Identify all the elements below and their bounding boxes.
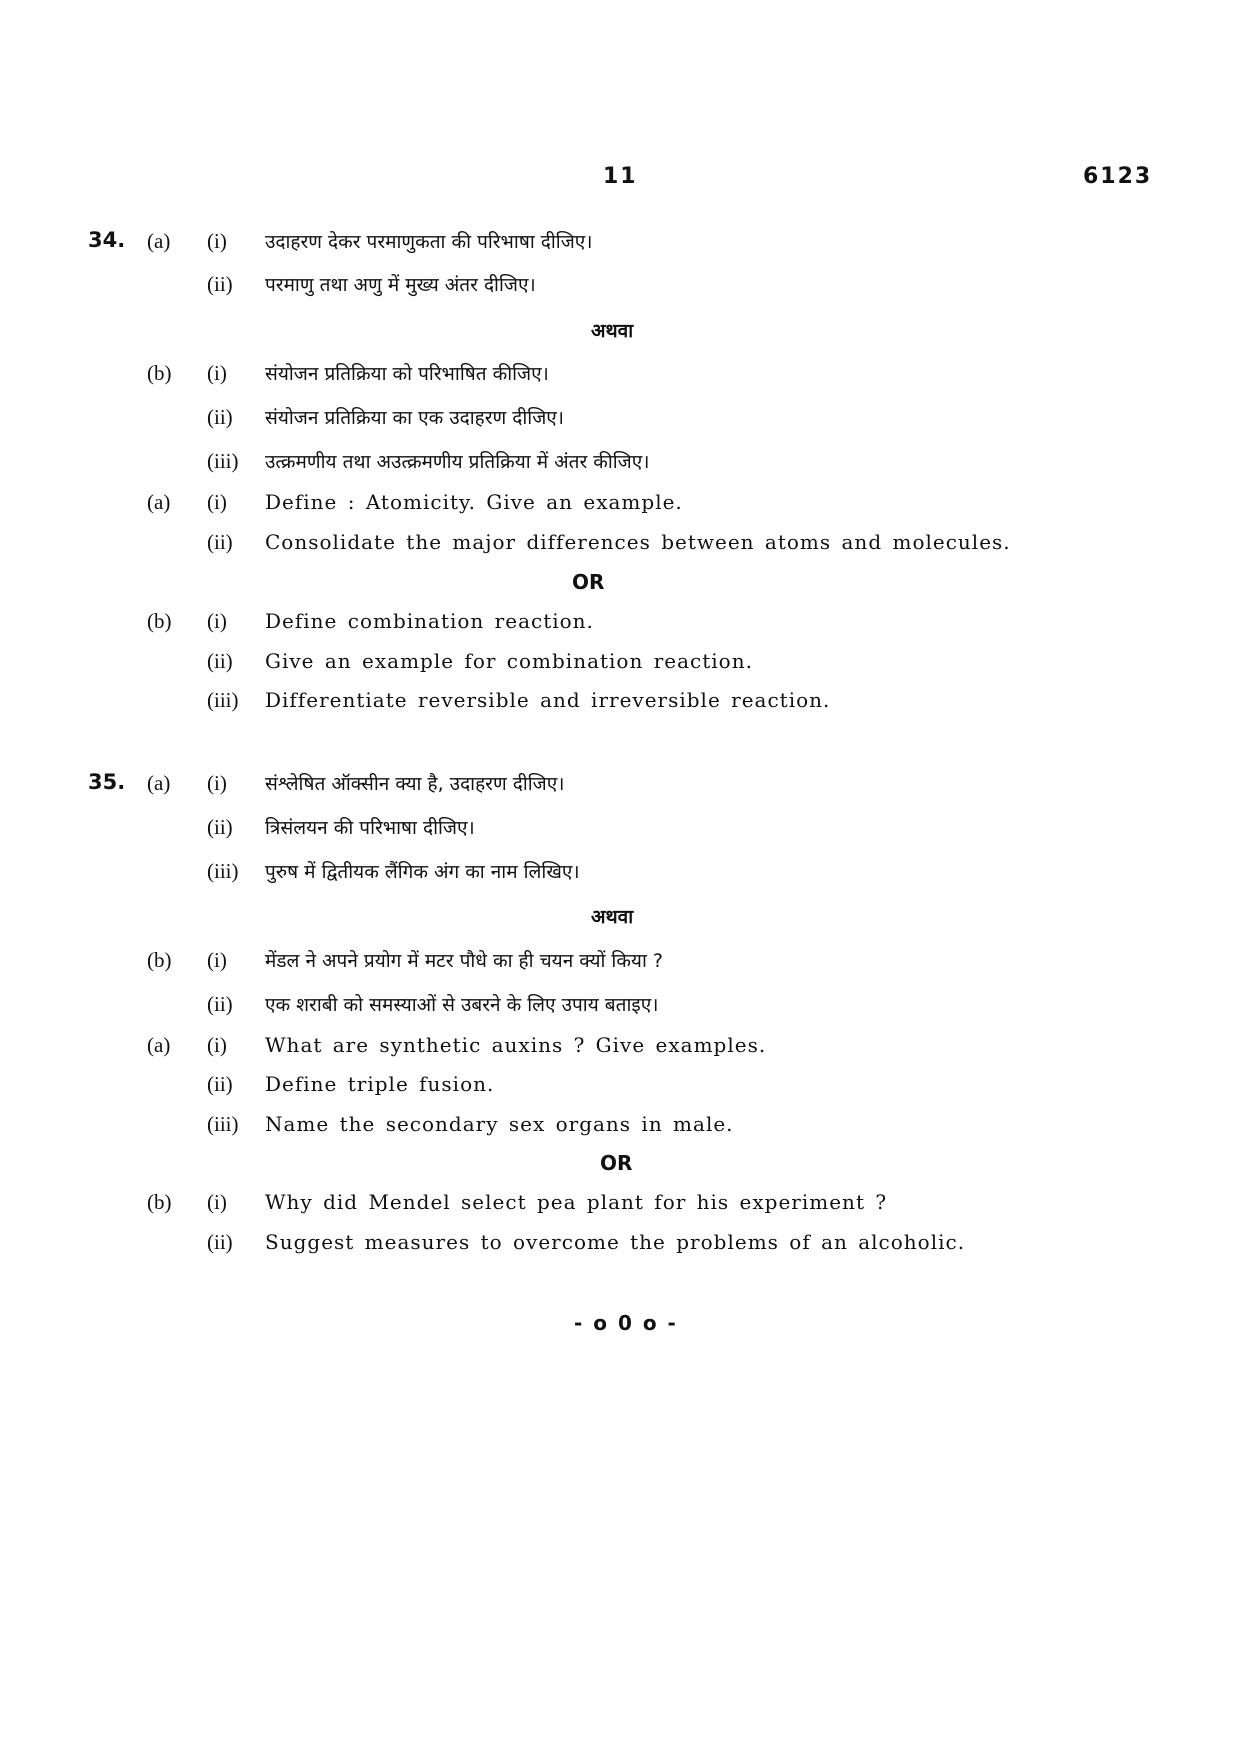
question-text: संश्लेषित ऑक्सीन क्या है, उदाहरण दीजिए। xyxy=(265,773,565,795)
question-text: परमाणु तथा अणु में मुख्य अंतर दीजिए। xyxy=(265,274,536,296)
subpart-label: (i) xyxy=(207,490,227,514)
subpart-label: (iii) xyxy=(207,688,239,712)
question-text: Consolidate the major differences between atoms and molecules. xyxy=(265,530,1011,554)
subpart-label: (ii) xyxy=(207,1072,233,1096)
part-label: (b) xyxy=(147,948,172,972)
subpart-label: (i) xyxy=(207,1033,227,1057)
or-separator-hindi: अथवा xyxy=(591,906,634,928)
subpart-label: (ii) xyxy=(207,649,233,673)
subpart-label: (i) xyxy=(207,361,227,385)
subpart-label: (i) xyxy=(207,229,227,253)
subpart-label: (i) xyxy=(207,1190,227,1214)
question-text: Define combination reaction. xyxy=(265,609,594,633)
page-number: 11 xyxy=(603,164,638,189)
or-separator: OR xyxy=(600,1151,633,1175)
question-number: 35. xyxy=(88,770,126,794)
question-text: Give an example for combination reaction. xyxy=(265,649,753,673)
question-text: मेंडल ने अपने प्रयोग में मटर पौधे का ही चयन क्यों किया ? xyxy=(265,950,663,972)
question-text: एक शराबी को समस्याओं से उबरने के लिए उपाय बताइए। xyxy=(265,994,659,1016)
paper-code: 6123 xyxy=(1083,164,1153,189)
question-text: Suggest measures to overcome the problems of an alcoholic. xyxy=(265,1230,966,1254)
end-of-paper-mark: - o 0 o - xyxy=(574,1311,678,1335)
question-text: संयोजन प्रतिक्रिया का एक उदाहरण दीजिए। xyxy=(265,407,565,429)
question-text: पुरुष में द्वितीयक लैंगिक अंग का नाम लिखिए। xyxy=(265,861,580,883)
question-text: Define : Atomicity. Give an example. xyxy=(265,490,683,514)
subpart-label: (ii) xyxy=(207,530,233,554)
part-label: (a) xyxy=(147,771,171,795)
or-separator-hindi: अथवा xyxy=(591,320,634,342)
part-label: (a) xyxy=(147,1033,171,1057)
subpart-label: (i) xyxy=(207,609,227,633)
subpart-label: (i) xyxy=(207,948,227,972)
subpart-label: (ii) xyxy=(207,405,233,429)
question-text: Why did Mendel select pea plant for his experiment ? xyxy=(265,1190,888,1214)
part-label: (b) xyxy=(147,609,172,633)
subpart-label: (iii) xyxy=(207,1112,239,1136)
question-text: Name the secondary sex organs in male. xyxy=(265,1112,734,1136)
part-label: (b) xyxy=(147,361,172,385)
question-text: Define triple fusion. xyxy=(265,1072,495,1096)
question-text: उत्क्रमणीय तथा अउत्क्रमणीय प्रतिक्रिया में अंतर कीजिए। xyxy=(265,451,650,473)
subpart-label: (ii) xyxy=(207,815,233,839)
part-label: (b) xyxy=(147,1190,172,1214)
or-separator: OR xyxy=(572,570,605,594)
subpart-label: (iii) xyxy=(207,449,239,473)
question-text: संयोजन प्रतिक्रिया को परिभाषित कीजिए। xyxy=(265,363,549,385)
subpart-label: (i) xyxy=(207,771,227,795)
subpart-label: (ii) xyxy=(207,1230,233,1254)
subpart-label: (ii) xyxy=(207,992,233,1016)
subpart-label: (iii) xyxy=(207,859,239,883)
question-text: त्रिसंलयन की परिभाषा दीजिए। xyxy=(265,817,475,839)
question-text: उदाहरण देकर परमाणुकता की परिभाषा दीजिए। xyxy=(265,231,593,253)
part-label: (a) xyxy=(147,229,171,253)
question-number: 34. xyxy=(88,228,126,252)
question-text: What are synthetic auxins ? Give examples. xyxy=(265,1033,767,1057)
subpart-label: (ii) xyxy=(207,272,233,296)
part-label: (a) xyxy=(147,490,171,514)
question-text: Differentiate reversible and irreversible reaction. xyxy=(265,688,831,712)
